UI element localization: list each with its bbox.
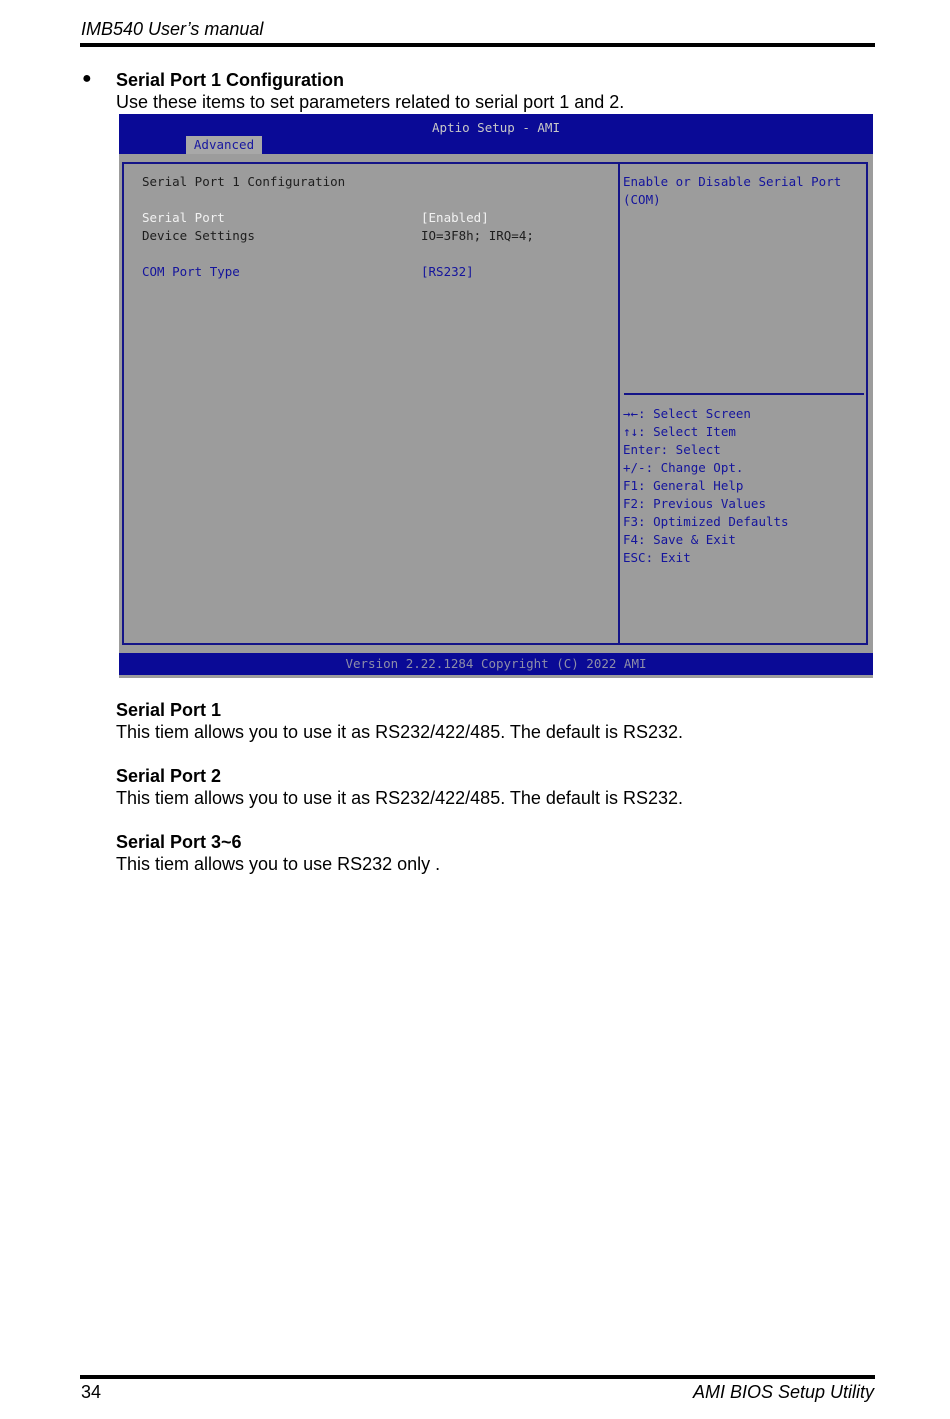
help-text-line: (COM) xyxy=(623,192,661,207)
bios-page-title: Serial Port 1 Configuration xyxy=(142,174,346,189)
setting-com-port-type-label[interactable]: COM Port Type xyxy=(142,264,240,279)
bios-screenshot xyxy=(119,114,873,678)
item-title-serial-port-1: Serial Port 1 xyxy=(116,700,222,720)
key-hint: F1: General Help xyxy=(623,478,744,493)
setting-com-port-type-value[interactable]: [RS232] xyxy=(421,264,474,279)
footer-rule xyxy=(80,1375,875,1379)
item-description-serial-port-1: This tiem allows you to use it as RS232/422/485. The default is RS232. xyxy=(116,722,683,742)
setting-device-settings-label: Device Settings xyxy=(142,228,255,243)
header-rule xyxy=(80,43,875,47)
key-hint: F4: Save & Exit xyxy=(623,532,736,547)
setting-device-settings-value: IO=3F8h; IRQ=4; xyxy=(421,228,534,243)
key-hint: ↑↓: Select Item xyxy=(623,424,736,439)
item-title-serial-port-3-6: Serial Port 3~6 xyxy=(116,832,242,852)
page-number: 34 xyxy=(81,1382,102,1402)
item-description-serial-port-3-6: This tiem allows you to use RS232 only . xyxy=(116,854,441,874)
key-hint: F3: Optimized Defaults xyxy=(623,514,789,529)
help-text-line: Enable or Disable Serial Port xyxy=(623,174,842,189)
key-hint: Enter: Select xyxy=(623,442,721,457)
key-hint: →←: Select Screen xyxy=(623,406,751,421)
bios-status-bar xyxy=(119,653,873,675)
bios-version: Version 2.22.1284 Copyright (C) 2022 AMI xyxy=(345,656,647,671)
bios-title: Aptio Setup - AMI xyxy=(432,120,560,135)
key-hint: +/-: Change Opt. xyxy=(623,460,744,475)
manual-title: IMB540 User’s manual xyxy=(81,19,264,39)
bios-help-divider xyxy=(624,393,864,395)
item-description-serial-port-2: This tiem allows you to use it as RS232/422/485. The default is RS232. xyxy=(116,788,683,808)
setting-serial-port-value[interactable]: [Enabled] xyxy=(421,210,489,225)
bullet-icon: ● xyxy=(82,70,92,87)
key-hint: F2: Previous Values xyxy=(623,496,766,511)
bios-title-bar xyxy=(119,114,873,154)
bios-panel-divider xyxy=(618,162,620,645)
item-title-serial-port-2: Serial Port 2 xyxy=(116,766,222,786)
section-description: Use these items to set parameters related to serial port 1 and 2. xyxy=(116,92,625,112)
setting-serial-port-label[interactable]: Serial Port xyxy=(142,210,225,225)
tab-advanced[interactable]: Advanced xyxy=(186,136,262,154)
section-heading: Serial Port 1 Configuration xyxy=(116,70,345,90)
key-hint: ESC: Exit xyxy=(623,550,691,565)
footer-title: AMI BIOS Setup Utility xyxy=(692,1382,874,1402)
